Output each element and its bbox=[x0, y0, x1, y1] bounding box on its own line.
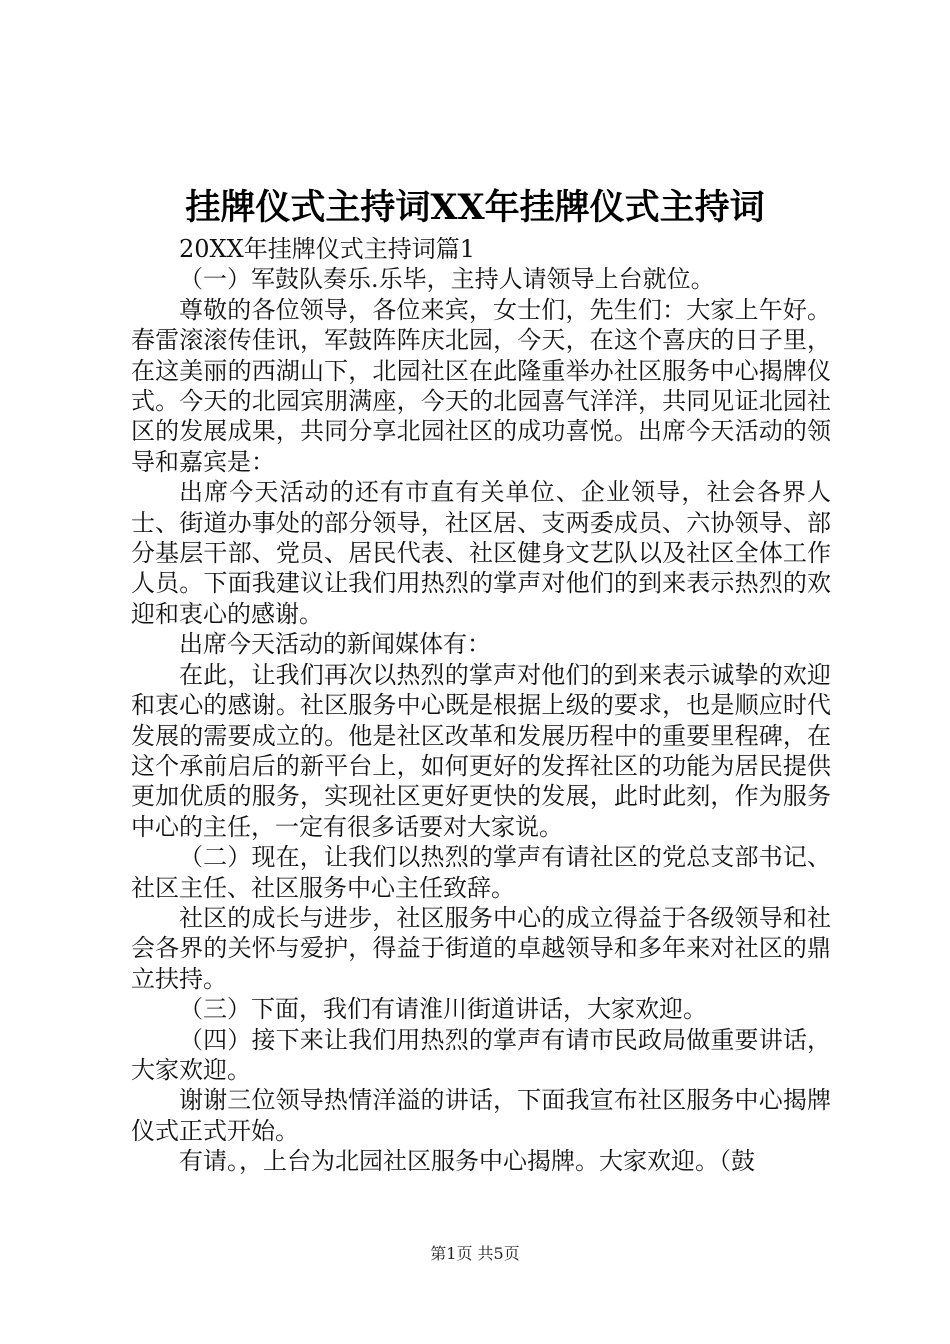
paragraph: （一）军鼓队奏乐.乐毕，主持人请领导上台就位。 bbox=[179, 265, 715, 294]
paragraph: 出席今天活动的新闻媒体有： bbox=[179, 630, 491, 659]
document-title: 挂牌仪式主持词XX年挂牌仪式主持词 bbox=[185, 187, 765, 228]
paragraph: （三）下面，我们有请淮川街道讲话，大家欢迎。 bbox=[179, 995, 707, 1024]
paragraph: 20XX年挂牌仪式主持词篇1 bbox=[179, 235, 475, 263]
paragraph: 尊敬的各位领导，各位来宾，女士们，先生们：大家上午好。春雷滚滚传佳讯，军鼓阵阵庆北园，今天，在这个喜庆的日子里，在这美丽的西湖山下，北园社区在此隆重举办社区服务中心揭牌仪式。今天的北园宾朋满座，今天的北园喜气洋洋，共同见证北园社区的发展成果，共同分享北园社区的成功喜悦。出席今天活动的领导和嘉宾是： bbox=[131, 295, 831, 476]
paragraph: 在此，让我们再次以热烈的掌声对他们的到来表示诚挚的欢迎和衷心的感谢。社区服务中心既是根据上级的要求，也是顺应时代发展的需要成立的。他是社区改革和发展历程中的重要里程碑，在这个承前启后的新平台上，如何更好的发挥社区的功能为居民提供更加优质的服务，实现社区更好更快的发展，此时此刻，作为服务中心的主任，一定有很多话要对大家说。 bbox=[131, 660, 831, 841]
page-number-footer: 第1页 共5页 bbox=[430, 1244, 520, 1263]
paragraph: 出席今天活动的还有市直有关单位、企业领导，社会各界人士、街道办事处的部分领导，社区居、支两委成员、六协领导、部分基层干部、党员、居民代表、社区健身文艺队以及社区全体工作人员。下面我建议让我们用热烈的掌声对他们的到来表示热烈的欢迎和衷心的感谢。 bbox=[131, 478, 831, 628]
document-body bbox=[131, 234, 831, 1177]
paragraph: 谢谢三位领导热情洋溢的讲话，下面我宣布社区服务中心揭牌仪式正式开始。 bbox=[131, 1086, 831, 1145]
paragraph: 有请。，上台为北园社区服务中心揭牌。大家欢迎。（鼓 bbox=[179, 1147, 755, 1176]
paragraph: 社区的成长与进步，社区服务中心的成立得益于各级领导和社会各界的关怀与爱护，得益于街道的卓越领导和多年来对社区的鼎立扶持。 bbox=[131, 903, 831, 993]
paragraph: （四）接下来让我们用热烈的掌声有请市民政局做重要讲话，大家欢迎。 bbox=[131, 1025, 831, 1084]
paragraph: （二）现在，让我们以热烈的掌声有请社区的党总支部书记、社区主任、社区服务中心主任致辞。 bbox=[131, 843, 831, 902]
